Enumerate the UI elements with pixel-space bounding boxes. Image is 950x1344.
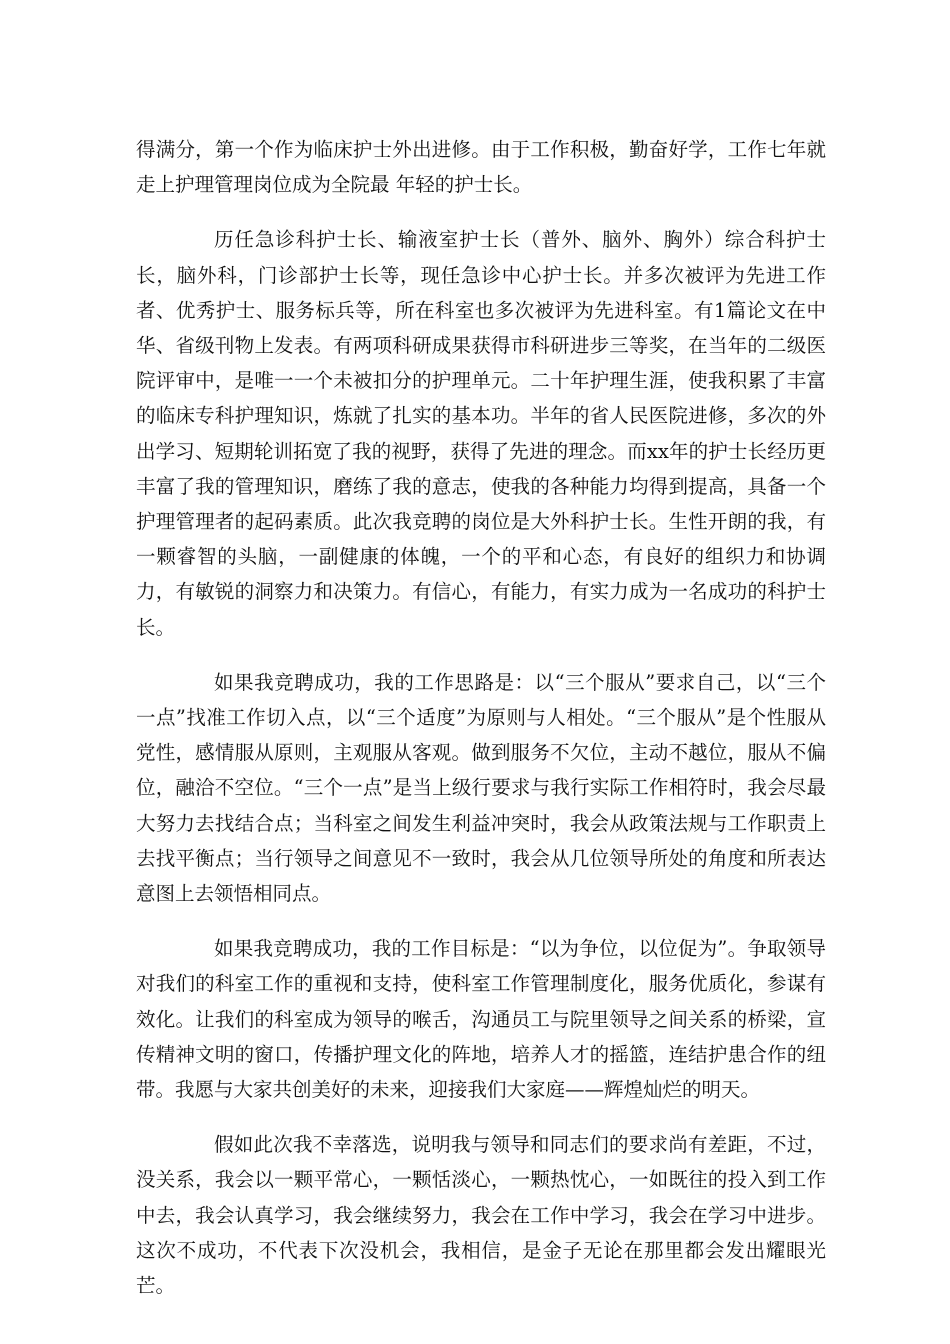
paragraph-career-history: 历任急诊科护士长、输液室护士长（普外、脑外、胸外）综合科护士长，脑外科，门诊部护士长等，现任急诊中心护士长。并多次被评为先进工作者、优秀护士、服务标兵等，所在科室也多次被评为先进科室。有1篇论文在中华、省级刊物上发表。有两项科研成果获得市科研进步三等奖，在当年的二级医院评审中，是唯一一个未被扣分的护理单元。二十年护理生涯，使我积累了丰富的临床专科护理知识，炼就了扎实的基本功。半年的省人民医院进修，多次的外出学习、短期轮训拓宽了我的视野，获得了先进的理念。而xx年的护士长经历更丰富了我的管理知识，磨练了我的意志，使我的各种能力均得到提高，具备一个护理管理者的起码素质。此次我竞聘的岗位是大外科护士长。生性开朗的我，有一颗睿智的头脑，一副健康的体魄，一个的平和心态，有良好的组织力和协调力，有敏锐的洞察力和决策力。有信心，有能力，有实力成为一名成功的科护士长。 [136, 228, 826, 639]
paragraph-if-not-selected: 假如此次我不幸落选，说明我与领导和同志们的要求尚有差距，不过，没关系，我会以一颗平常心，一颗恬淡心，一颗热忱心，一如既往的投入到工作中去，我会认真学习，我会继续努力，我会在工作中学习，我会在学习中进步。这次不成功，不代表下次没机会，我相信，是金子无论在那里都会发出耀眼光芒。 [136, 1133, 826, 1298]
paragraph-work-approach: 如果我竞聘成功，我的工作思路是：以“三个服从”要求自己，以“三个一点”找准工作切入点，以“三个适度”为原则与人相处。“三个服从”是个性服从党性，感情服从原则，主观服从客观。做到服务不欠位，主动不越位，服从不偏位，融洽不空位。“三个一点”是当上级行要求与我行实际工作相符时，我会尽最 大努力去找结合点；当科室之间发生利益冲突时，我会从政策法规与工作职责上去找平衡点；当行领导之间意见不一致时，我会从几位领导所处的角度和所表达意图上去领悟相同点。 [136, 670, 826, 906]
paragraph-work-goals: 如果我竞聘成功，我的工作目标是：“以为争位，以位促为”。争取领导对我们的科室工作的重视和支持，使科室工作管理制度化，服务优质化，参谋有效化。让我们的科室成为领导的喉舌，沟通员工与院里领导之间关系的桥梁，宣传精神文明的窗口，传播护理文化的阵地，培养人才的摇篮，连结护患合作的纽带。我愿与大家共创美好的未来，迎接我们大家庭——辉煌灿烂的明天。 [136, 937, 826, 1102]
paragraph-continuation: 得满分，第一个作为临床护士外出进修。由于工作积极，勤奋好学，工作七年就走上护理管理岗位成为全院最 年轻的护士长。 [136, 138, 826, 197]
document-page [136, 132, 826, 1323]
